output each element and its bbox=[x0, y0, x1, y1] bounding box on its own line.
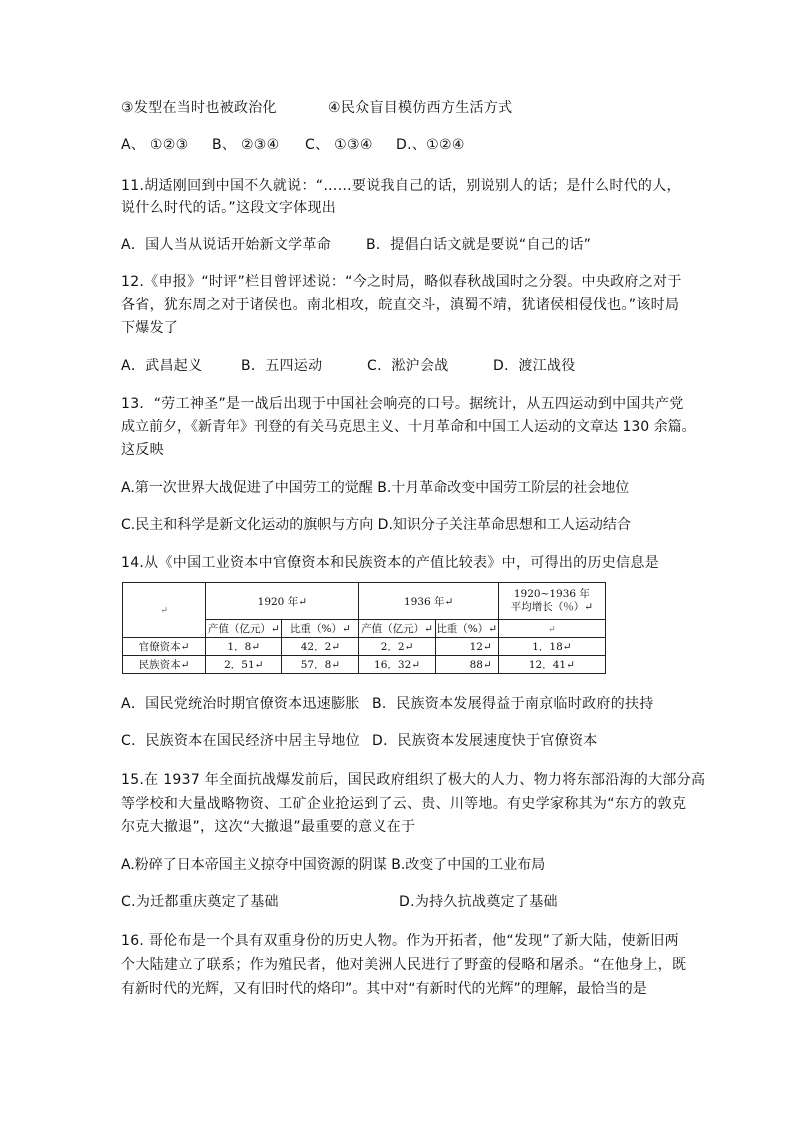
q13-stem-line-2: 成立前夕，《新青年》刊登的有关马克思主义、十月革命和中国工人运动的文章达 130 余篇。 bbox=[121, 419, 696, 435]
q12-option-d: D．渡江战役 bbox=[493, 358, 576, 374]
q10-option-c: C、 ①③④ bbox=[305, 137, 373, 153]
q16-stem-line-3: 有新时代的光辉，又有旧时代的烙印”。其中对“有新时代的光辉”的理解，最恰当的是 bbox=[121, 981, 647, 997]
q15-stem-line-2: 等学校和大量战略物资、工矿企业抢运到了云、贵、川等地。有史学家称其为“东方的敦克 bbox=[121, 796, 687, 812]
q12-stem-line-3: 下爆发了 bbox=[121, 320, 179, 336]
q11-stem-line-1: 11.胡适刚回到中国不久就说：“……要说我自己的话，别说别人的话；是什么时代的人， bbox=[121, 178, 681, 194]
subheader-growth: ↵ bbox=[498, 620, 605, 638]
capital-comparison-table bbox=[122, 582, 606, 674]
table-corner-cell: ↵ bbox=[123, 583, 206, 638]
q14-option-a: A．国民党统治时期官僚资本迅速膨胀 bbox=[121, 696, 360, 712]
q14-option-b: B．民族资本发展得益于南京临时政府的扶持 bbox=[372, 696, 654, 712]
q16-stem-line-1: 16. 哥伦布是一个具有双重身份的历史人物。作为开拓者，他“发现”了新大陆，使新旧两 bbox=[121, 933, 679, 949]
q15-stem-line-1: 15.在 1937 年全面抗战爆发前后，国民政府组织了极大的人力、物力将东部沿海的大部分高 bbox=[121, 772, 706, 788]
header-1920: 1920 年↵ bbox=[206, 583, 359, 620]
header-growth bbox=[498, 583, 605, 620]
q10-item-4: ④民众盲目模仿西方生活方式 bbox=[328, 100, 513, 116]
q12-option-a: A．武昌起义 bbox=[121, 358, 203, 374]
q11-option-b: B．提倡白话文就是要说“自己的话” bbox=[366, 237, 592, 253]
row-name: 官僚资本↵ bbox=[123, 638, 206, 656]
q10-option-d: D.、①②④ bbox=[396, 137, 465, 153]
cell-ratio-1936: 12↵ bbox=[435, 638, 498, 656]
q15-options-ab: A.粉碎了日本帝国主义掠夺中国资源的阴谋 B.改变了中国的工业布局 bbox=[121, 857, 546, 873]
q15-stem-line-3: 尔克大撤退”，这次“大撤退”最重要的意义在于 bbox=[121, 819, 416, 835]
q12-stem-line-1: 12.《申报》“时评”栏目曾评述说：“今之时局，略似春秋战国时之分裂。中央政府之对于 bbox=[121, 274, 682, 290]
cell-ratio-1936: 88↵ bbox=[435, 656, 498, 674]
q13-options-cd: C.民主和科学是新文化运动的旗帜与方向 D.知识分子关注革命思想和工人运动结合 bbox=[121, 517, 631, 533]
q11-stem-line-2: 说什么时代的话。”这段文字体现出 bbox=[121, 200, 337, 216]
q14-stem-line-1: 14.从《中国工业资本中官僚资本和民族资本的产值比较表》中，可得出的历史信息是 bbox=[121, 555, 659, 571]
subheader-value-1936: 产值（亿元）↵ bbox=[359, 620, 435, 638]
q11-option-a: A．国人当从说话开始新文学革命 bbox=[121, 237, 332, 253]
cell-value-1920: 2．51↵ bbox=[206, 656, 282, 674]
cell-ratio-1920: 42．2↵ bbox=[282, 638, 359, 656]
table-row bbox=[123, 656, 606, 674]
header-1936: 1936 年↵ bbox=[359, 583, 498, 620]
q10-option-b: B、 ②③④ bbox=[212, 137, 280, 153]
row-name: 民族资本↵ bbox=[123, 656, 206, 674]
cell-ratio-1920: 57．8↵ bbox=[282, 656, 359, 674]
cell-value-1936: 2．2↵ bbox=[359, 638, 435, 656]
q13-stem-line-3: 这反映 bbox=[121, 442, 164, 458]
q12-option-b: B．五四运动 bbox=[241, 358, 323, 374]
q14-option-d: D．民族资本发展速度快于官僚资本 bbox=[372, 733, 598, 749]
cell-value-1936: 16．32↵ bbox=[359, 656, 435, 674]
q10-item-3: ③发型在当时也被政治化 bbox=[121, 100, 277, 116]
cell-growth: 1．18↵ bbox=[498, 638, 605, 656]
table-row bbox=[123, 638, 606, 656]
subheader-ratio-1936: 比重（%）↵ bbox=[435, 620, 498, 638]
q16-stem-line-2: 个大陆建立了联系；作为殖民者，他对美洲人民进行了野蛮的侵略和屠杀。“在他身上，既 bbox=[121, 957, 687, 973]
cell-growth: 12．41↵ bbox=[498, 656, 605, 674]
q15-option-d: D.为持久抗战奠定了基础 bbox=[399, 894, 558, 910]
q14-option-c: C．民族资本在国民经济中居主导地位 bbox=[121, 733, 360, 749]
header-growth-line-2: 平均增长（％）↵ bbox=[510, 601, 594, 613]
q15-option-c: C.为迁都重庆奠定了基础 bbox=[121, 894, 279, 910]
subheader-value-1920: 产值（亿元）↵ bbox=[206, 620, 282, 638]
q13-stem-line-1: 13．“劳工神圣”是一战后出现于中国社会响亮的口号。据统计，从五四运动到中国共产党 bbox=[121, 396, 684, 412]
q13-options-ab: A.第一次世界大战促进了中国劳工的觉醒 B.十月革命改变中国劳工阶层的社会地位 bbox=[121, 480, 630, 496]
cell-value-1920: 1．8↵ bbox=[206, 638, 282, 656]
subheader-ratio-1920: 比重（%）↵ bbox=[282, 620, 359, 638]
q10-option-a: A、 ①②③ bbox=[121, 137, 189, 153]
q12-stem-line-2: 各省，犹东周之对于诸侯也。南北相攻，皖直交斗，滇蜀不靖，犹诸侯相侵伐也。”该时局 bbox=[121, 297, 680, 313]
header-growth-line-1: 1920~1936 年 bbox=[513, 588, 590, 600]
q12-option-c: C．淞沪会战 bbox=[367, 358, 449, 374]
